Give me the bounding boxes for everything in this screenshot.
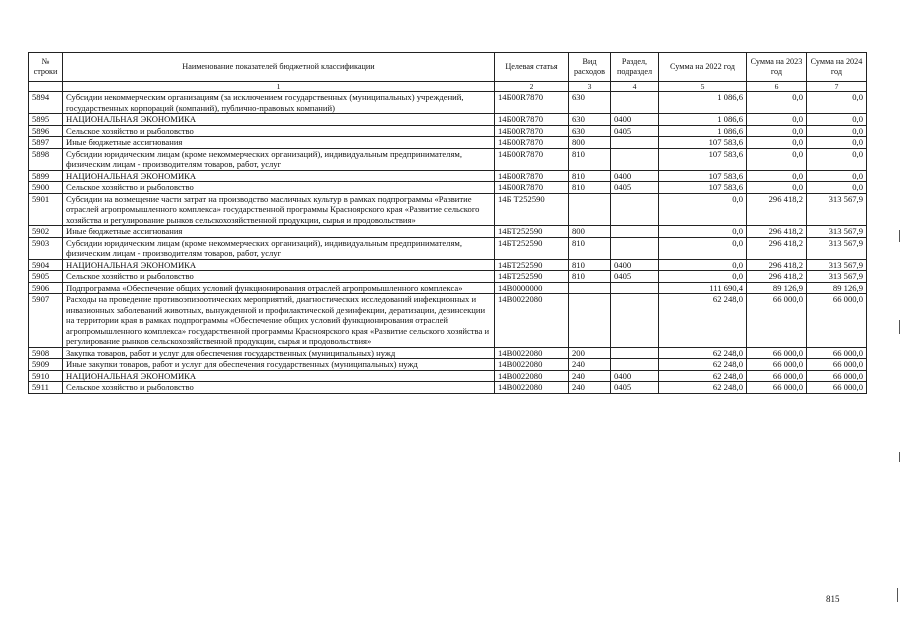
table-row xyxy=(29,137,867,149)
sum-2022-cell: 1 086,6 xyxy=(659,125,747,137)
row-number-cell: 5894 xyxy=(29,92,63,114)
table-row xyxy=(29,237,867,259)
section-cell xyxy=(611,237,659,259)
sum-2023-cell: 66 000,0 xyxy=(747,294,807,348)
indicator-name-cell: НАЦИОНАЛЬНАЯ ЭКОНОМИКА xyxy=(63,114,495,126)
expense-type-cell: 810 xyxy=(569,259,611,271)
indicator-name-cell: НАЦИОНАЛЬНАЯ ЭКОНОМИКА xyxy=(63,370,495,382)
target-article-cell: 14В0000000 xyxy=(495,282,569,294)
sum-2023-cell: 66 000,0 xyxy=(747,382,807,394)
section-cell xyxy=(611,282,659,294)
indicator-name-cell: Субсидии на возмещение части затрат на производство масличных культур в рамках подпрограммы «Развитие отраслей агропромышленного комплекса» государственной программы Красноярского края «Развитие сельского хозяйства и регулирование рынков сельскохозяйственной продукции, сырья и продовольствия» xyxy=(63,193,495,226)
header-section: Раздел, подраздел xyxy=(611,53,659,82)
sum-2024-cell: 66 000,0 xyxy=(807,370,867,382)
table-row xyxy=(29,148,867,170)
expense-type-cell: 630 xyxy=(569,125,611,137)
expense-type-cell: 810 xyxy=(569,237,611,259)
table-row xyxy=(29,382,867,394)
section-cell xyxy=(611,137,659,149)
section-cell: 0400 xyxy=(611,259,659,271)
expense-type-cell: 800 xyxy=(569,137,611,149)
expense-type-cell: 240 xyxy=(569,370,611,382)
table-row xyxy=(29,370,867,382)
sum-2022-cell: 107 583,6 xyxy=(659,182,747,194)
sum-2024-cell: 0,0 xyxy=(807,137,867,149)
target-article-cell: 14Б Т252590 xyxy=(495,193,569,226)
sum-2024-cell: 0,0 xyxy=(807,182,867,194)
table-row xyxy=(29,170,867,182)
sum-2024-cell: 66 000,0 xyxy=(807,347,867,359)
row-number-cell: 5906 xyxy=(29,282,63,294)
sum-2022-cell: 62 248,0 xyxy=(659,347,747,359)
expense-type-cell xyxy=(569,294,611,348)
target-article-cell: 14Б00R7870 xyxy=(495,137,569,149)
target-article-cell: 14В0022080 xyxy=(495,294,569,348)
sum-2023-cell: 0,0 xyxy=(747,114,807,126)
sum-2023-cell: 296 418,2 xyxy=(747,226,807,238)
sum-2022-cell: 107 583,6 xyxy=(659,137,747,149)
target-article-cell: 14Б00R7870 xyxy=(495,125,569,137)
header-indicator-name: Наименование показателей бюджетной классификации xyxy=(63,53,495,82)
column-number: 4 xyxy=(611,82,659,92)
table-row xyxy=(29,125,867,137)
column-number: 7 xyxy=(807,82,867,92)
sum-2023-cell: 89 126,9 xyxy=(747,282,807,294)
sum-2022-cell: 62 248,0 xyxy=(659,382,747,394)
budget-table xyxy=(28,52,867,394)
row-number-cell: 5908 xyxy=(29,347,63,359)
column-number-blank xyxy=(29,82,63,92)
sum-2022-cell: 107 583,6 xyxy=(659,170,747,182)
section-cell xyxy=(611,359,659,371)
indicator-name-cell: Сельское хозяйство и рыболовство xyxy=(63,382,495,394)
sum-2023-cell: 0,0 xyxy=(747,182,807,194)
target-article-cell: 14БТ252590 xyxy=(495,259,569,271)
target-article-cell: 14В0022080 xyxy=(495,382,569,394)
header-row xyxy=(29,53,867,82)
scan-mark xyxy=(899,452,900,462)
table-row xyxy=(29,182,867,194)
sum-2022-cell: 62 248,0 xyxy=(659,294,747,348)
sum-2022-cell: 0,0 xyxy=(659,226,747,238)
sum-2022-cell: 0,0 xyxy=(659,271,747,283)
row-number-cell: 5903 xyxy=(29,237,63,259)
target-article-cell: 14В0022080 xyxy=(495,370,569,382)
scan-mark xyxy=(899,230,900,242)
table-row xyxy=(29,114,867,126)
section-cell: 0400 xyxy=(611,170,659,182)
section-cell xyxy=(611,193,659,226)
row-number-cell: 5911 xyxy=(29,382,63,394)
sum-2024-cell: 313 567,9 xyxy=(807,259,867,271)
sum-2023-cell: 66 000,0 xyxy=(747,347,807,359)
expense-type-cell: 630 xyxy=(569,92,611,114)
indicator-name-cell: Расходы на проведение противоэпизоотических мероприятий, диагностических исследований инфекционных и инвазионных заболеваний животных, вынужденной и профилактической дезинфекции, дератизации, дезинсекции на территории края в рамках подпрограммы «Обеспечение общих условий функционирования отраслей агропромышленного комплекса» государственной программы Красноярского края «Развитие сельского хозяйства и регулирование рынков сельскохозяйственной продукции, сырья и продовольствия» xyxy=(63,294,495,348)
table-row xyxy=(29,193,867,226)
indicator-name-cell: Иные бюджетные ассигнования xyxy=(63,137,495,149)
section-cell: 0405 xyxy=(611,271,659,283)
section-cell: 0405 xyxy=(611,125,659,137)
sum-2022-cell: 1 086,6 xyxy=(659,114,747,126)
sum-2024-cell: 66 000,0 xyxy=(807,294,867,348)
row-number-cell: 5902 xyxy=(29,226,63,238)
column-number: 6 xyxy=(747,82,807,92)
target-article-cell: 14Б00R7870 xyxy=(495,182,569,194)
target-article-cell: 14Б00R7870 xyxy=(495,92,569,114)
indicator-name-cell: НАЦИОНАЛЬНАЯ ЭКОНОМИКА xyxy=(63,170,495,182)
expense-type-cell: 240 xyxy=(569,359,611,371)
header-sum-2024: Сумма на 2024 год xyxy=(807,53,867,82)
indicator-name-cell: НАЦИОНАЛЬНАЯ ЭКОНОМИКА xyxy=(63,259,495,271)
column-number: 5 xyxy=(659,82,747,92)
target-article-cell: 14БТ252590 xyxy=(495,237,569,259)
indicator-name-cell: Иные бюджетные ассигнования xyxy=(63,226,495,238)
indicator-name-cell: Субсидии некоммерческим организациям (за исключением государственных (муниципальных) учреждений, государственных корпораций (компаний), публично-правовых компаний) xyxy=(63,92,495,114)
sum-2023-cell: 0,0 xyxy=(747,125,807,137)
row-number-cell: 5895 xyxy=(29,114,63,126)
sum-2022-cell: 62 248,0 xyxy=(659,370,747,382)
row-number-cell: 5910 xyxy=(29,370,63,382)
row-number-cell: 5897 xyxy=(29,137,63,149)
target-article-cell: 14Б00R7870 xyxy=(495,170,569,182)
indicator-name-cell: Сельское хозяйство и рыболовство xyxy=(63,182,495,194)
expense-type-cell: 200 xyxy=(569,347,611,359)
sum-2022-cell: 0,0 xyxy=(659,193,747,226)
sum-2024-cell: 66 000,0 xyxy=(807,359,867,371)
expense-type-cell: 810 xyxy=(569,170,611,182)
sum-2023-cell: 296 418,2 xyxy=(747,271,807,283)
sum-2024-cell: 313 567,9 xyxy=(807,193,867,226)
section-cell xyxy=(611,226,659,238)
column-number: 1 xyxy=(63,82,495,92)
table-row xyxy=(29,271,867,283)
indicator-name-cell: Сельское хозяйство и рыболовство xyxy=(63,125,495,137)
sum-2024-cell: 0,0 xyxy=(807,92,867,114)
table-row xyxy=(29,92,867,114)
section-cell xyxy=(611,148,659,170)
section-cell xyxy=(611,347,659,359)
table-row xyxy=(29,359,867,371)
target-article-cell: 14Б00R7870 xyxy=(495,114,569,126)
indicator-name-cell: Иные закупки товаров, работ и услуг для обеспечения государственных (муниципальных) нужд xyxy=(63,359,495,371)
header-sum-2023: Сумма на 2023 год xyxy=(747,53,807,82)
target-article-cell: 14В0022080 xyxy=(495,359,569,371)
sum-2023-cell: 0,0 xyxy=(747,170,807,182)
indicator-name-cell: Сельское хозяйство и рыболовство xyxy=(63,271,495,283)
indicator-name-cell: Подпрограмма «Обеспечение общих условий функционирования отраслей агропромышленного комплекса» xyxy=(63,282,495,294)
scan-mark xyxy=(897,588,898,602)
sum-2024-cell: 0,0 xyxy=(807,114,867,126)
sum-2023-cell: 296 418,2 xyxy=(747,193,807,226)
indicator-name-cell: Закупка товаров, работ и услуг для обеспечения государственных (муниципальных) нужд xyxy=(63,347,495,359)
expense-type-cell: 810 xyxy=(569,182,611,194)
row-number-cell: 5905 xyxy=(29,271,63,283)
indicator-name-cell: Субсидии юридическим лицам (кроме некоммерческих организаций), индивидуальным предпринимателям, физическим лицам - производителям товаров, работ, услуг xyxy=(63,148,495,170)
target-article-cell: 14БТ252590 xyxy=(495,271,569,283)
section-cell: 0405 xyxy=(611,382,659,394)
sum-2022-cell: 0,0 xyxy=(659,237,747,259)
row-number-cell: 5907 xyxy=(29,294,63,348)
header-expense-type: Вид расходов xyxy=(569,53,611,82)
expense-type-cell: 800 xyxy=(569,226,611,238)
row-number-cell: 5904 xyxy=(29,259,63,271)
expense-type-cell: 630 xyxy=(569,114,611,126)
expense-type-cell: 810 xyxy=(569,271,611,283)
table-row xyxy=(29,282,867,294)
expense-type-cell xyxy=(569,282,611,294)
sum-2024-cell: 0,0 xyxy=(807,170,867,182)
page-number: 815 xyxy=(826,594,840,604)
column-number: 3 xyxy=(569,82,611,92)
column-number: 2 xyxy=(495,82,569,92)
section-cell xyxy=(611,294,659,348)
row-number-cell: 5901 xyxy=(29,193,63,226)
section-cell xyxy=(611,92,659,114)
sum-2022-cell: 111 690,4 xyxy=(659,282,747,294)
expense-type-cell: 240 xyxy=(569,382,611,394)
sum-2023-cell: 0,0 xyxy=(747,148,807,170)
header-row-number: № строки xyxy=(29,53,63,82)
row-number-cell: 5909 xyxy=(29,359,63,371)
indicator-name-cell: Субсидии юридическим лицам (кроме некоммерческих организаций), индивидуальным предпринимателям, физическим лицам - производителям товаров, работ, услуг xyxy=(63,237,495,259)
sum-2023-cell: 66 000,0 xyxy=(747,359,807,371)
sum-2024-cell: 313 567,9 xyxy=(807,271,867,283)
row-number-cell: 5898 xyxy=(29,148,63,170)
target-article-cell: 14БТ252590 xyxy=(495,226,569,238)
sum-2022-cell: 1 086,6 xyxy=(659,92,747,114)
sum-2023-cell: 296 418,2 xyxy=(747,237,807,259)
section-cell: 0400 xyxy=(611,370,659,382)
header-target-article: Целевая статья xyxy=(495,53,569,82)
target-article-cell: 14Б00R7870 xyxy=(495,148,569,170)
sum-2022-cell: 62 248,0 xyxy=(659,359,747,371)
expense-type-cell: 810 xyxy=(569,148,611,170)
table-row xyxy=(29,347,867,359)
sum-2023-cell: 296 418,2 xyxy=(747,259,807,271)
table-row xyxy=(29,259,867,271)
sum-2023-cell: 0,0 xyxy=(747,137,807,149)
header-sum-2022: Сумма на 2022 год xyxy=(659,53,747,82)
sum-2023-cell: 66 000,0 xyxy=(747,370,807,382)
row-number-cell: 5900 xyxy=(29,182,63,194)
sum-2024-cell: 0,0 xyxy=(807,125,867,137)
expense-type-cell xyxy=(569,193,611,226)
row-number-cell: 5896 xyxy=(29,125,63,137)
row-number-cell: 5899 xyxy=(29,170,63,182)
target-article-cell: 14В0022080 xyxy=(495,347,569,359)
table-row xyxy=(29,294,867,348)
sum-2022-cell: 0,0 xyxy=(659,259,747,271)
sum-2024-cell: 66 000,0 xyxy=(807,382,867,394)
sum-2024-cell: 313 567,9 xyxy=(807,226,867,238)
section-cell: 0400 xyxy=(611,114,659,126)
section-cell: 0405 xyxy=(611,182,659,194)
sum-2022-cell: 107 583,6 xyxy=(659,148,747,170)
sum-2024-cell: 313 567,9 xyxy=(807,237,867,259)
table-row xyxy=(29,226,867,238)
column-number-row xyxy=(29,82,867,92)
sum-2023-cell: 0,0 xyxy=(747,92,807,114)
sum-2024-cell: 89 126,9 xyxy=(807,282,867,294)
sum-2024-cell: 0,0 xyxy=(807,148,867,170)
scan-mark xyxy=(899,320,900,334)
